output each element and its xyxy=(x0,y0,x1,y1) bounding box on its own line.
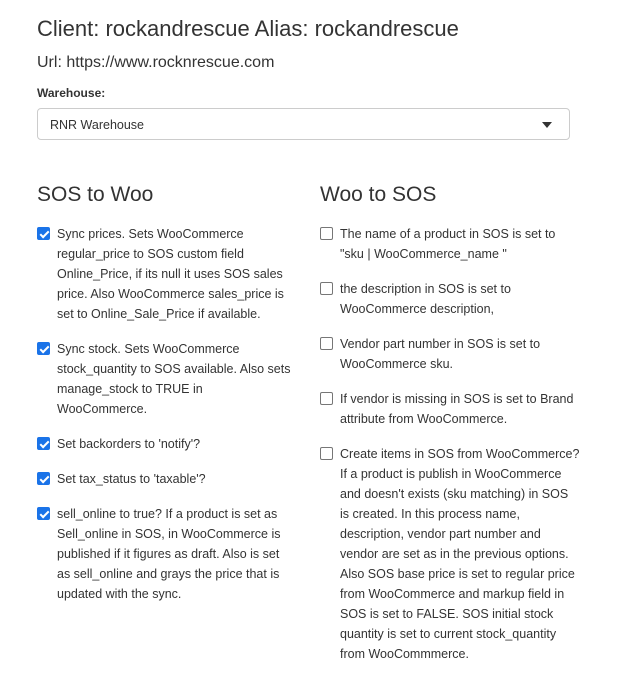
option-vendor-part-number[interactable] xyxy=(320,334,580,374)
option-product-name[interactable] xyxy=(320,224,580,264)
option-sell-online[interactable] xyxy=(37,504,293,604)
checkbox-product-name[interactable] xyxy=(320,227,333,240)
option-label: If vendor is missing in SOS is set to Brand attribute from WooCommerce. xyxy=(340,392,574,426)
checkbox-backorders[interactable] xyxy=(37,437,50,450)
option-sync-stock[interactable] xyxy=(37,339,293,419)
option-description[interactable] xyxy=(320,279,580,319)
option-tax-status[interactable] xyxy=(37,469,293,489)
option-create-items[interactable] xyxy=(320,444,580,664)
option-label: The name of a product in SOS is set to "sku | WooCommerce_name " xyxy=(340,227,556,261)
option-label: Create items in SOS from WooCommerce? If a product is publish in WooCommerce and doesn't exists (sku matching) in SOS is created. In this process name, description, vendor part number and vendor are set as in the previous options. Also SOS base price is set to regular price from WooCommerce and markup field in SOS is set to FALSE. SOS initial stock quantity is set to current stock_quantity from WooCommmerce. xyxy=(340,447,580,661)
page-title: Client: rockandrescue Alias: rockandrescue xyxy=(37,16,459,41)
sos-to-woo-title: SOS to Woo xyxy=(37,183,154,206)
checkbox-vendor-part-number[interactable] xyxy=(320,337,333,350)
option-label: Sync stock. Sets WooCommerce stock_quantity to SOS available. Also sets manage_stock to TRUE in WooCommerce. xyxy=(57,342,291,416)
client-url: Url: https://www.rocknrescue.com xyxy=(37,54,275,71)
option-label: sell_online to true? If a product is set as Sell_online in SOS, in WooCommerce is published if it figures as draft. Also is set as sell_online and grays the price that is updated with the sync. xyxy=(57,507,281,601)
checkbox-tax-status[interactable] xyxy=(37,472,50,485)
option-label: Sync prices. Sets WooCommerce regular_price to SOS custom field Online_Price, if its null it uses SOS sales price. Also WooCommerce sales_price is set to Online_Sale_Price if available. xyxy=(57,227,284,321)
warehouse-selected-value: RNR Warehouse xyxy=(50,118,145,132)
woo-to-sos-section xyxy=(320,180,580,676)
checkbox-description[interactable] xyxy=(320,282,333,295)
checkbox-create-items[interactable] xyxy=(320,447,333,460)
warehouse-select[interactable] xyxy=(37,108,570,140)
option-backorders[interactable] xyxy=(37,434,293,454)
checkbox-sell-online[interactable] xyxy=(37,507,50,520)
checkbox-vendor-brand[interactable] xyxy=(320,392,333,405)
woo-to-sos-title: Woo to SOS xyxy=(320,183,437,206)
option-label: Vendor part number in SOS is set to WooCommerce sku. xyxy=(340,337,541,371)
checkbox-sync-prices[interactable] xyxy=(37,227,50,240)
checkbox-sync-stock[interactable] xyxy=(37,342,50,355)
option-label: the description in SOS is set to WooCommerce description, xyxy=(340,282,511,316)
option-label: Set backorders to 'notify'? xyxy=(57,437,201,451)
option-label: Set tax_status to 'taxable'? xyxy=(57,472,206,486)
warehouse-label: Warehouse: xyxy=(37,86,106,100)
option-vendor-brand[interactable] xyxy=(320,389,580,429)
caret-down-icon xyxy=(542,122,552,128)
option-sync-prices[interactable] xyxy=(37,224,293,324)
sos-to-woo-section xyxy=(37,180,293,619)
